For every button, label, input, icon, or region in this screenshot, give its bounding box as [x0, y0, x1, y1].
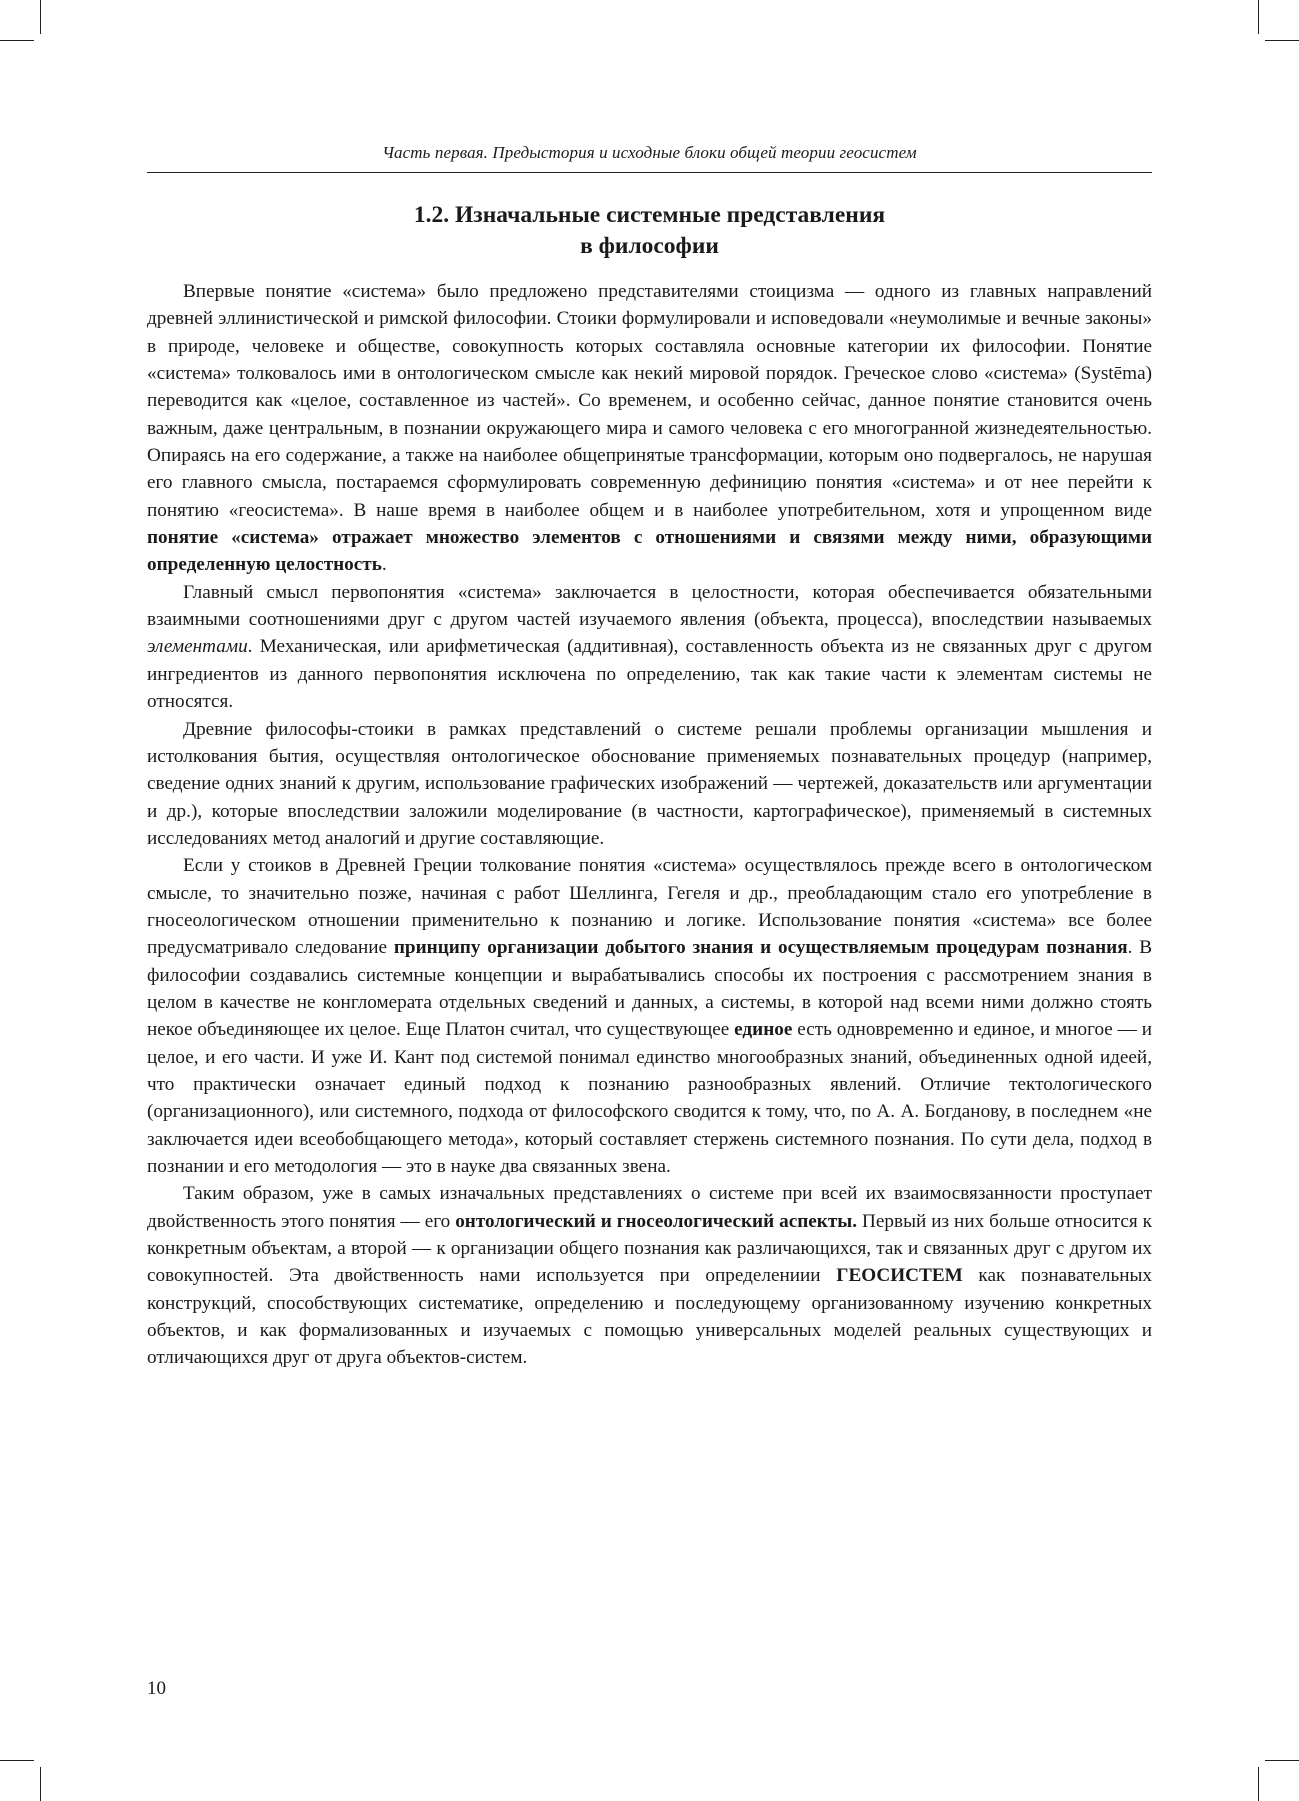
bold-text: принципу организации добытого знания и осуществляемым процедурам познания [393, 937, 1128, 959]
section-title [147, 200, 1152, 262]
text-run: есть одновременно и единое, и многое — и целое, и его части. И уже И. Кант под системой понимал единство многообразных знаний, объединенных одной идеей, что практически означает единый подход к познанию разнообразных явлений. Отличие тектологического (организационного), или системного, подхода от философского сводится к тому, что, по А. А. Богданову, в последнем «не заключается идеи всеобобщающего метода», который составляет стержень системного познания. По сути дела, подход в познании и его методология — это в науке два связанных звена. [147, 1019, 1152, 1177]
bold-text: понятие «система» отражает множество элементов с отношениями и связями между ними, образующими определенную целостность [147, 527, 1152, 576]
crop-mark-top-right [1265, 40, 1299, 41]
text-run: Главный смысл первопонятия «система» заключается в целостности, которая обеспечивается обязательными взаимными соотношениями друг с другом частей изучаемого явления (объекта, процесса), впоследствии называемых [147, 581, 1152, 631]
body-text [147, 278, 1152, 1372]
crop-mark-bottom-right [1258, 1767, 1259, 1801]
text-run: Первый из них больше относится к конкретным объектам, а второй — к организации общего познания как различающихся, так и связанных друг с другом их совокупностей. Эта двойственность нами используется при определениии [147, 1210, 1153, 1287]
bold-text: ГЕОСИСТЕМ [836, 1265, 963, 1287]
bold-text: единое [734, 1019, 793, 1041]
crop-mark-top-right [1258, 0, 1259, 34]
running-head: Часть первая. Предыстория и исходные блоки общей теории геосистем [382, 143, 917, 162]
paragraph [147, 716, 1152, 853]
text-run: . Механическая, или арифметическая (аддитивная), составленность объекта из не связанных друг с другом ингредиентов из данного первопонятия исключена по определению, так как такие части к элементам системы не относятся. [147, 636, 1152, 713]
bold-text: онтологический и гносеологический аспекты. [455, 1210, 858, 1232]
text-run: как познавательных конструкций, способствующих систематике, определению и последующему организованному изучению конкретных объектов, и как формализованных и изучаемых с помощью универсальных моделей реальных существующих и отличающихся друг от друга объектов-систем. [147, 1265, 1152, 1369]
crop-mark-top-left [40, 0, 41, 34]
paragraph [147, 278, 1152, 579]
header-rule [147, 172, 1152, 173]
crop-mark-bottom-right [1265, 1760, 1299, 1761]
text-run: Впервые понятие «система» было предложено представителями стоицизма — одного из главных направлений древней эллинистической и римской философии. Стоики формулировали и исповедовали «неумолимые и вечные законы» в природе, человеке и обществе, совокупность которых составляла основные категории их философии. Понятие «система» толковалось ими в онтологическом смысле как некий мировой порядок. Греческое слово «система» (Systēma) переводится как «целое, составленное из частей». Со временем, и особенно сейчас, данное понятие становится очень важным, даже центральным, в познании окружающего мира и самого человека с его многогранной жизнедеятельностью. Опираясь на его содержание, а также на наиболее общепринятые трансформации, которым оно подвергалось, не нарушая его главного смысла, постараемся сформулировать современную дефиницию понятия «система» и от нее перейти к понятию «геосистема». В наше время в наиболее общем и в наиболее употребительном, хотя и упрощенном виде [147, 281, 1152, 521]
section-title-line-1: 1.2. Изначальные системные представления [413, 202, 886, 228]
text-run: . В философии создавались системные концепции и вырабатывались способы их построения с рассмотрением знания в целом в качестве не конгломерата отдельных сведений и данных, а системы, в которой над всеми ними должно стоять некое объединяющее их целое. Еще Платон считал, что существующее [147, 937, 1152, 1041]
paragraph [147, 579, 1152, 716]
text-run: Древние философы-стоики в рамках представлений о системе решали проблемы организации мышления и истолкования бытия, осуществляя онтологическое обоснование применяемых познавательных процедур (например, сведение одних знаний к другим, использование графических изображений — чертежей, доказательств или аргументации и др.), которые впоследствии заложили моделирование (в частности, картографическое), применяемый в системных исследованиях метод аналогий и другие составляющие. [147, 718, 1152, 849]
italic-text: элементами [147, 636, 248, 658]
page-number: 10 [147, 1678, 166, 1699]
crop-mark-top-left [0, 40, 34, 41]
crop-mark-bottom-left [0, 1760, 34, 1761]
paragraph [147, 852, 1152, 1180]
text-run: . [381, 554, 387, 576]
section-title-line-2: в философии [580, 233, 719, 259]
paragraph [147, 1180, 1152, 1371]
crop-mark-bottom-left [40, 1767, 41, 1801]
text-run: Если у стоиков в Древней Греции толкование понятия «система» осуществлялось прежде всего в онтологическом смысле, то значительно позже, начиная с работ Шеллинга, Гегеля и др., преобладающим стало его употребление в гносеологическом отношении применительно к познанию и логике. Использование понятия «система» все более предусматривало следование [147, 855, 1152, 959]
text-run: Таким образом, уже в самых изначальных представлениях о системе при всей их взаимосвязанности проступает двойственность этого понятия — его [147, 1183, 1152, 1232]
